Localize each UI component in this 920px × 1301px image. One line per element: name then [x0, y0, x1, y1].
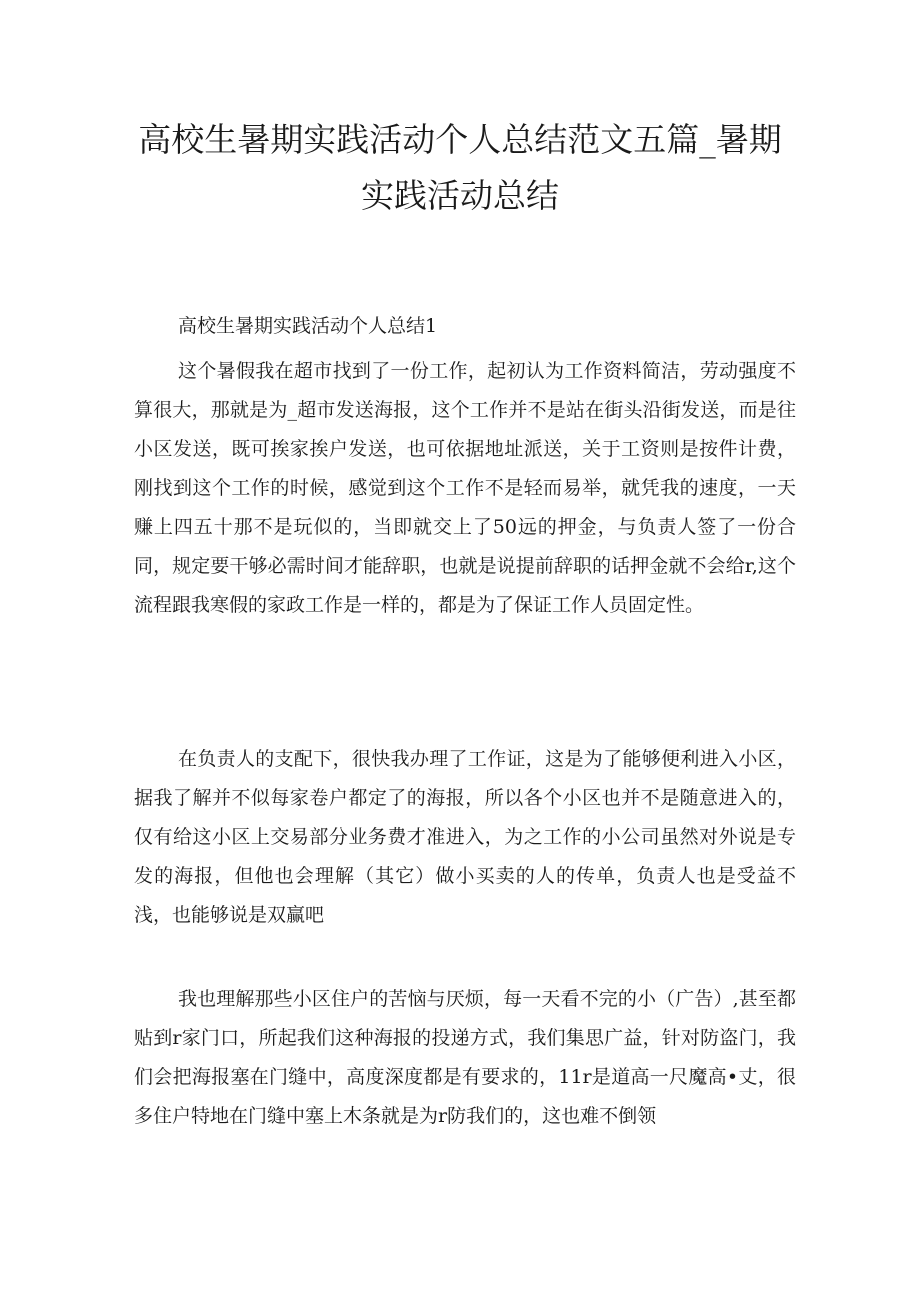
- section-heading: 高校生暑期实践活动个人总结1: [178, 315, 438, 337]
- paragraph-3: 我也理解那些小区住户的苦恼与厌烦，每一天看不完的小（广告）,甚至都贴到r家门口，所起我们这种海报的投递方式，我们集思广益，针对防盗门，我们会把海报塞在门缝中，高度深度都是有要求的，11r是道高一尺魔高•丈，很多住户特地在门缝中塞上木条就是为r防我们的，这也难不倒领: [134, 988, 796, 1127]
- paragraph-2: 在负责人的支配下，很快我办理了工作证，这是为了能够便利进入小区，据我了解并不似每家卷户都定了的海报，所以各个小区也并不是随意进入的，仅有给这小区上交易部分业务费才准进入，为之工作的小公司虽然对外说是专发的海报，但他也会理解（其它）做小买卖的人的传单，负责人也是受益不浅，也能够说是双赢吧: [134, 748, 796, 926]
- paragraph-1: 这个暑假我在超市找到了一份工作，起初认为工作资料简洁，劳动强度不算很大，那就是为_超市发送海报，这个工作并不是站在街头沿街发送，而是往小区发送，既可挨家挨户发送，也可依据地址派送，关于工资则是按件计费，刚找到这个工作的时候，感觉到这个工作不是轻而易举，就凭我的速度，一天赚上四五十那不是玩似的，当即就交上了50远的押金，与负责人签了一份合同，规定要干够必需时间才能辞职，也就是说提前辞职的话押金就不会给r,这个流程跟我寒假的家政工作是一样的，都是为了保证工作人员固定性。: [134, 360, 796, 616]
- document-title: 高校生暑期实践活动个人总结范文五篇_暑期实践活动总结: [138, 120, 782, 215]
